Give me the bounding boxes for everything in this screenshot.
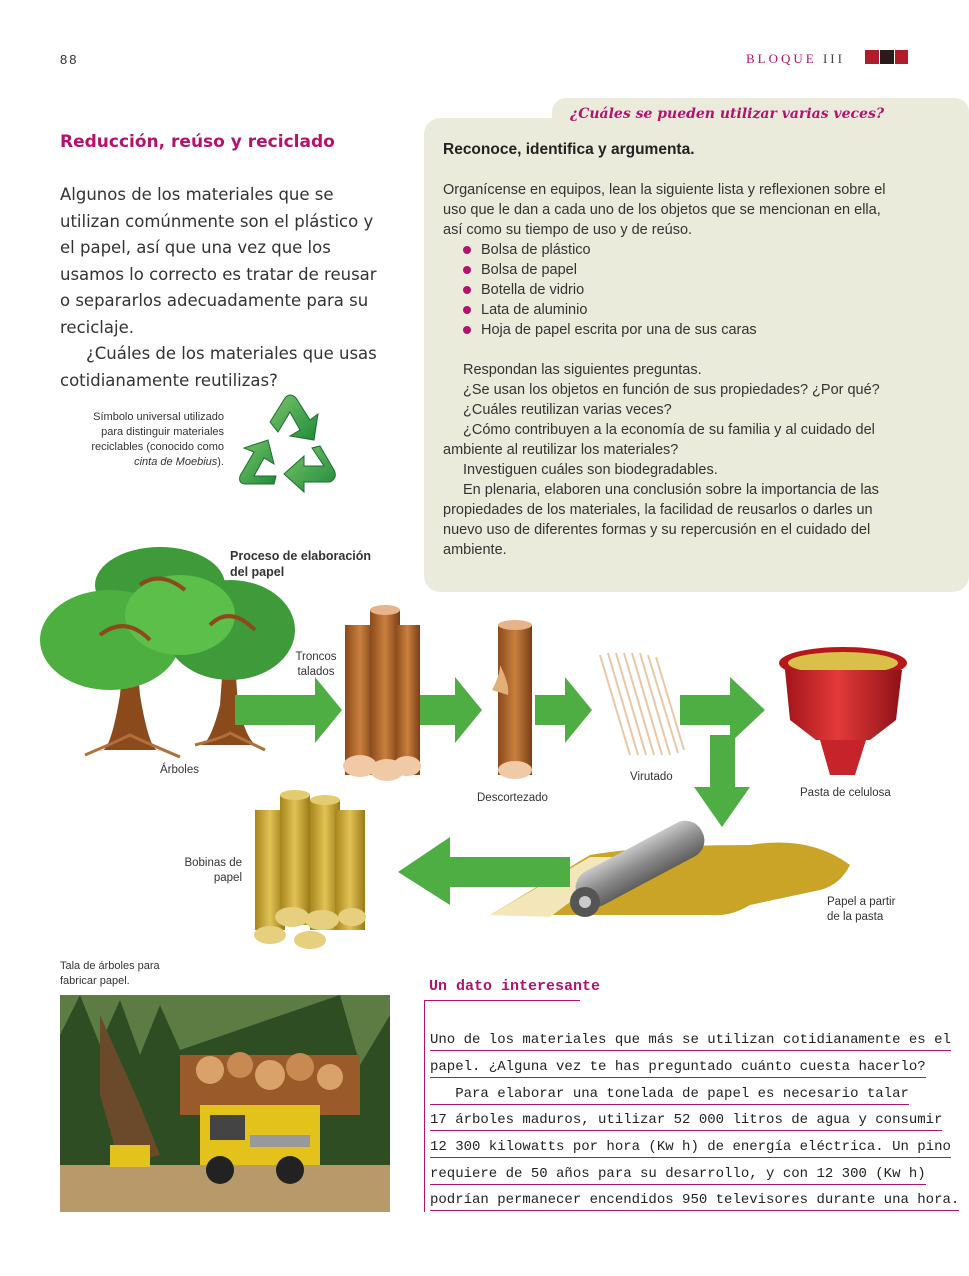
trees-illustration [40,547,295,757]
diagram-title: Proceso de elaboración del papel [230,549,372,579]
bullet-icon [463,286,471,294]
list-item [463,240,903,260]
intro-text [60,182,380,394]
arrow-icon [680,677,765,743]
block-label [746,51,845,67]
question-3: ¿Cómo contribuyen a la economía de su familia y al cuidado del ambiente al reutilizar los materiales? [443,422,875,458]
fact-title-underline [424,1000,580,1001]
fact-line: podrían permanecer encendidos 950 televisores durante una hora. [430,1192,959,1211]
bullet-icon [463,326,471,334]
label-trees: Árboles [160,764,199,776]
bullet-icon [463,246,471,254]
arrow-icon [420,677,482,743]
questions-intro: Respondan las siguientes preguntas. [463,362,702,378]
debarked-log-illustration [492,620,532,779]
logs-illustration [343,605,421,781]
header-bar-segment [865,50,879,64]
header-bar-segment [895,50,908,64]
recycle-caption [90,410,224,470]
list-item-label: Bolsa de papel [481,262,577,278]
header-bar-segment [880,50,894,64]
questions [443,360,903,560]
label-logs: Troncos talados [295,651,337,678]
recycle-icon [230,392,344,504]
fact-line: Uno de los materiales que más se utilizan cotidianamente es el [430,1032,951,1051]
arrow-down-icon [694,735,750,827]
section-title: Reducción, reúso y reciclado [60,132,335,152]
activity-tab-title: ¿Cuáles se pueden utilizar varias veces? [570,106,885,122]
page-number: 88 [60,52,79,67]
bullet-icon [463,266,471,274]
recycle-caption-text: Símbolo universal utilizado para distinguir materiales reciclables (conocido como [91,411,224,453]
list-item [463,300,903,320]
list-item-label: Lata de aluminio [481,302,588,318]
fact-title: Un dato interesante [429,978,601,995]
fact-line: papel. ¿Alguna vez te has preguntado cuánto cuesta hacerlo? [430,1059,926,1078]
list-item [463,320,903,340]
paper-rolls-illustration [254,790,366,949]
block-label-text: BLOQUE [746,51,817,66]
list-item [463,280,903,300]
fact-line: Para elaborar una tonelada de papel es necesario talar [430,1086,909,1105]
logging-photo [60,995,390,1212]
photo-caption: Tala de árboles para fabricar papel. [60,960,160,987]
recycle-caption-end: ). [217,456,224,468]
list-item-label: Hoja de papel escrita por una de sus caras [481,322,757,338]
label-debarking: Descortezado [477,792,548,804]
wood-shavings-illustration [600,653,684,755]
question-paragraph: ¿Cuáles de los materiales que usas cotidianamente reutilizas? [60,344,377,390]
label-paper: Papel a partir de la pasta [827,896,896,923]
list-item [463,260,903,280]
list-item-label: Botella de vidrio [481,282,585,298]
label-shavings: Virutado [630,771,673,783]
activity-content [443,140,903,560]
question-2: ¿Cuáles reutilizan varias veces? [463,402,672,418]
paper-process-diagram [30,545,940,955]
fact-side-rule [424,1000,425,1212]
fact-line: requiere de 50 años para su desarrollo, y con 12 300 (Kw h) [430,1166,926,1185]
question-1: ¿Se usan los objetos en función de sus propiedades? ¿Por qué? [463,382,880,398]
arrow-icon [535,677,592,743]
logging-truck-image [60,995,390,1212]
object-list [443,240,903,340]
label-pulp: Pasta de celulosa [800,787,891,799]
arrow-icon [235,677,342,743]
bullet-icon [463,306,471,314]
question-4: Investiguen cuáles son biodegradables. [463,462,718,478]
fact-line: 17 árboles maduros, utilizar 52 000 litros de agua y consumir [430,1112,942,1131]
label-rolls: Bobinas de papel [184,857,242,884]
activity-intro: Organícense en equipos, lean la siguiente lista y reflexionen sobre el uso que le dan a cada uno de los objetos que se mencionan en ella, así como su tiempo de uso y de reúso. [443,182,886,238]
pulp-container-illustration [779,647,907,775]
list-item-label: Bolsa de plástico [481,242,591,258]
intro-paragraph: Algunos de los materiales que se utilizan comúnmente son el plástico y el papel, así que una vez que los usamos lo correcto es tratar de reusar o separarlos adecuadamente para su reciclaje. [60,185,377,337]
recycle-caption-italic: cinta de Moebius [134,456,218,468]
question-5: En plenaria, elaboren una conclusión sobre la importancia de las propiedades de los materiales, la facilidad de reusarlos o darles un nuevo uso de diferentes formas y su repercusión en el cuidado del ambiente. [443,482,879,558]
fact-line: 12 300 kilowatts por hora (Kw h) de energía eléctrica. Un pino [430,1139,951,1158]
block-number: III [822,51,845,66]
activity-heading: Reconoce, identifica y argumenta. [443,141,695,158]
